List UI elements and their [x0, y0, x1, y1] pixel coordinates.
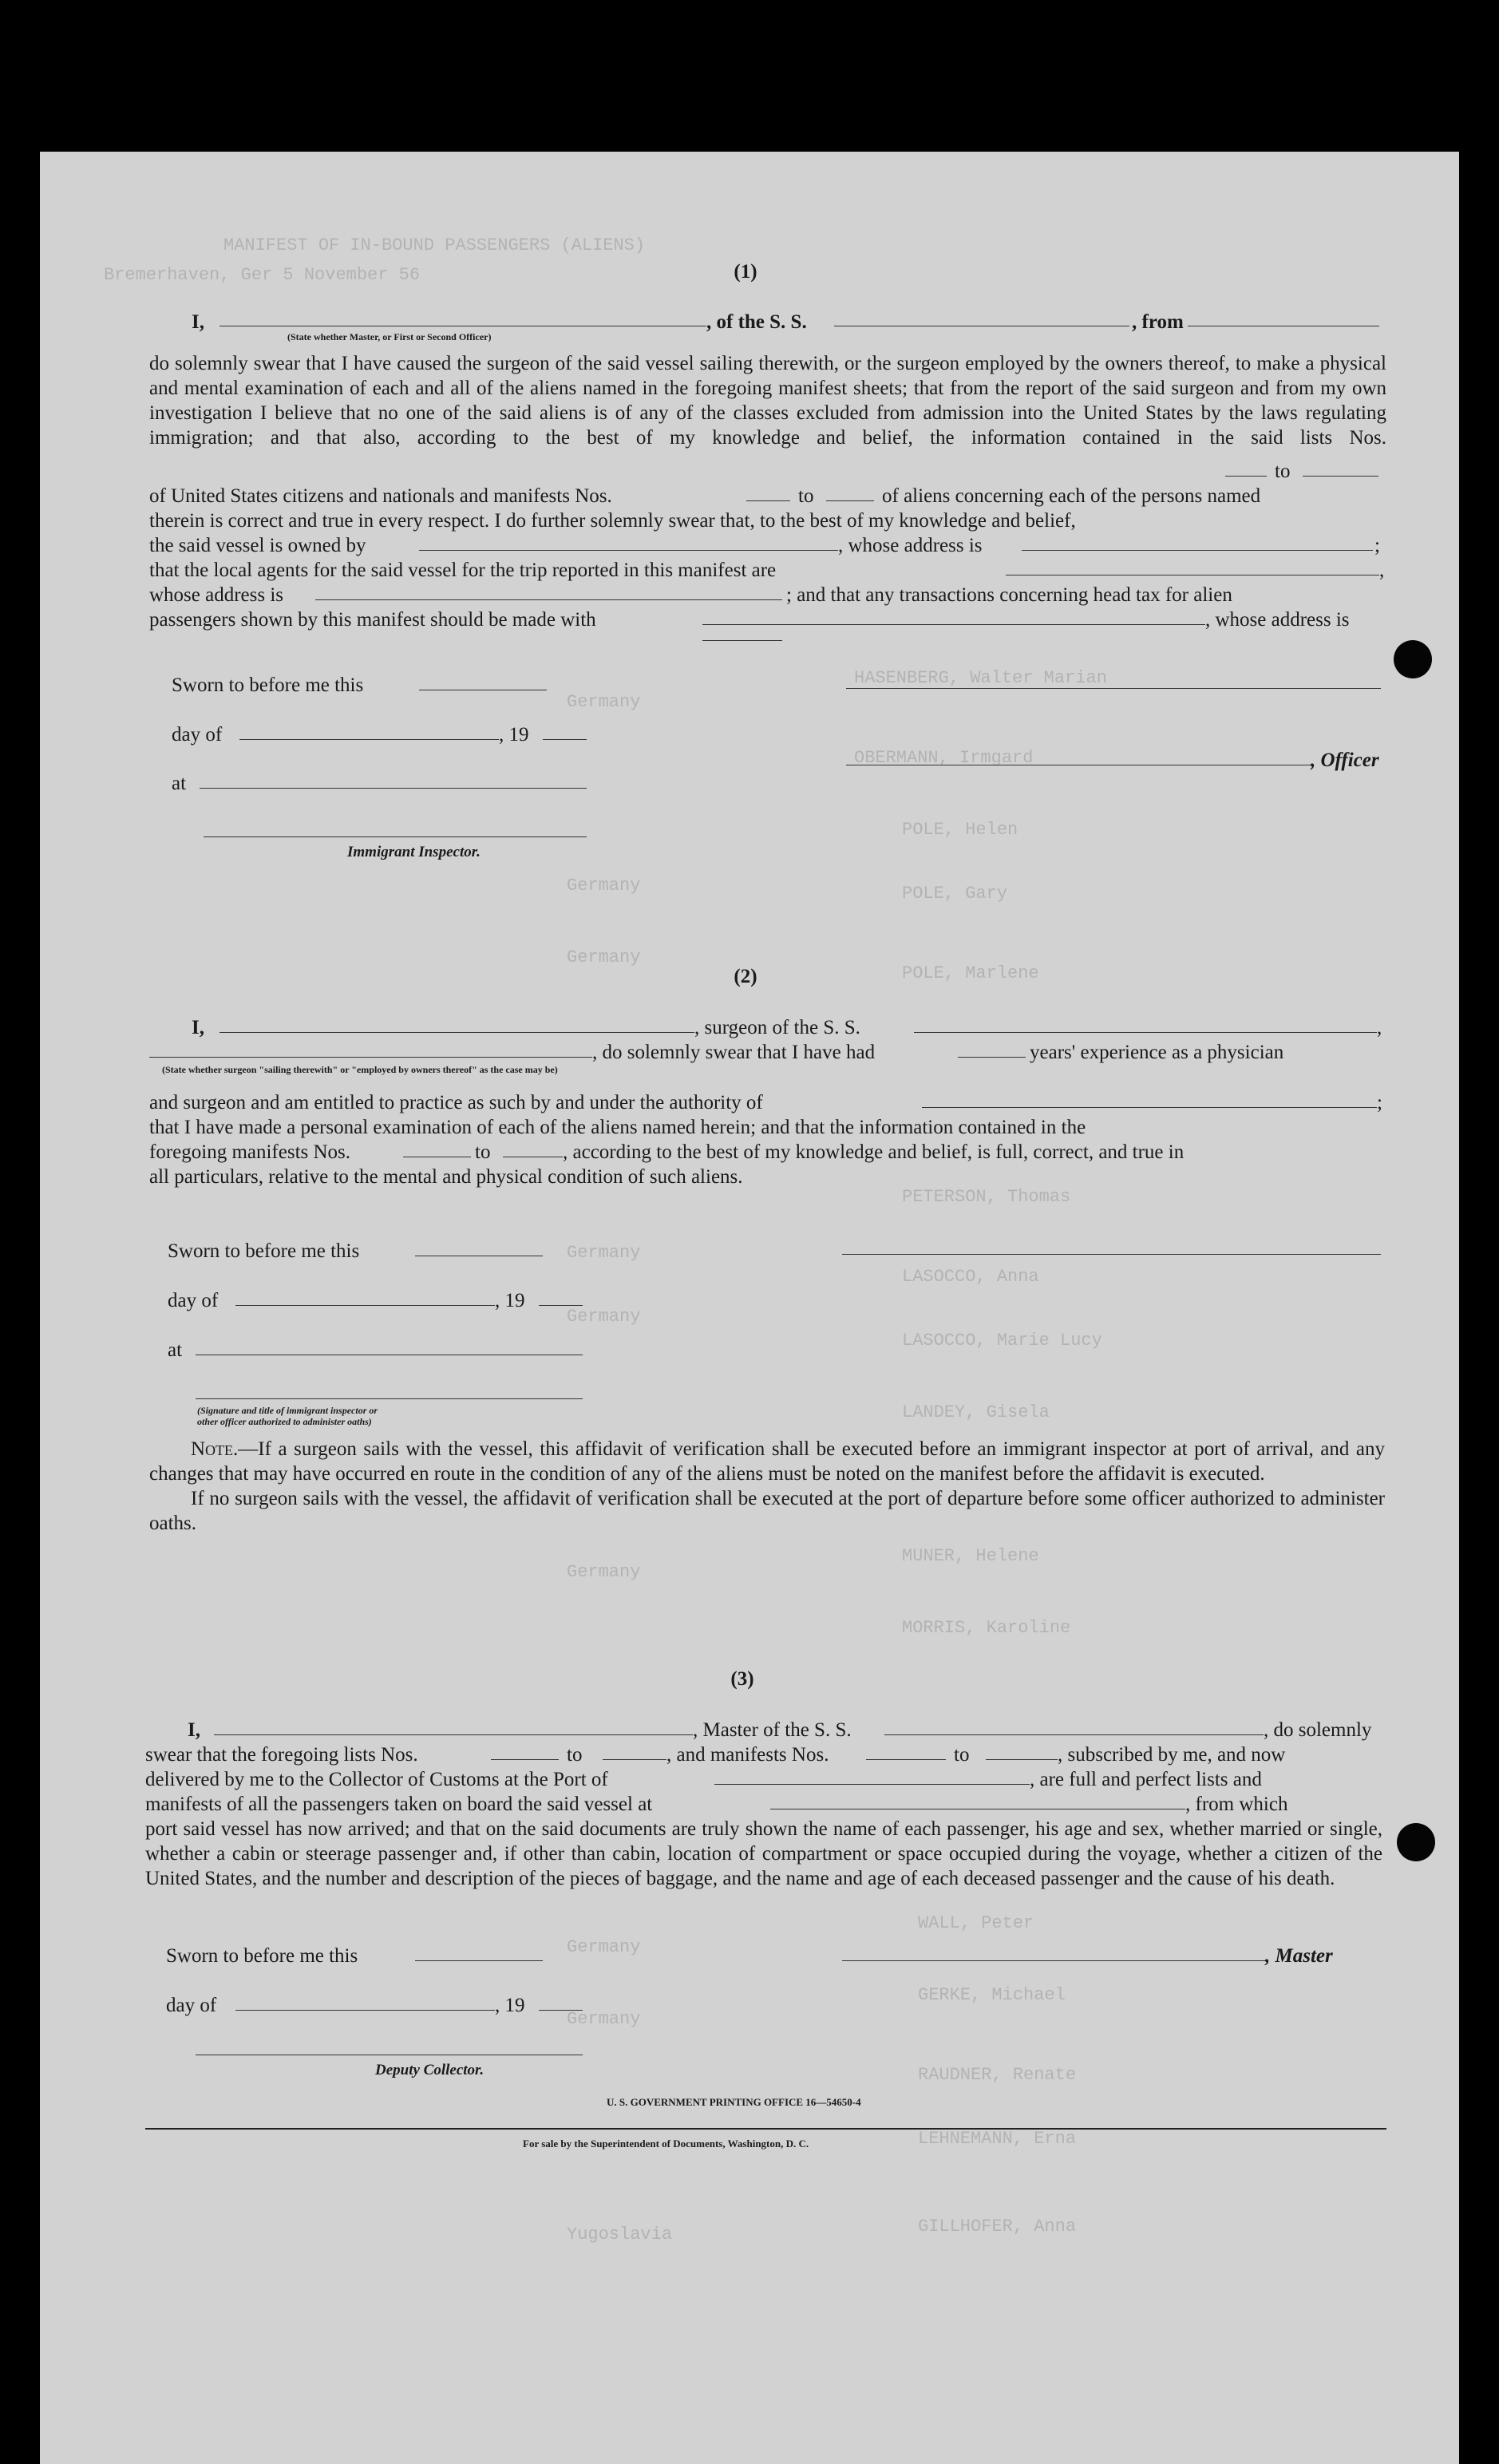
label-to: to — [475, 1141, 491, 1163]
label-delivered: delivered by me to the Collector of Customs at the Port of — [145, 1769, 608, 1790]
bleed-name: LANDEY, Gisela — [902, 1402, 1050, 1422]
bleed-name: POLE, Gary — [902, 884, 1008, 904]
bleed-name: HASENBERG, Walter Marian — [854, 668, 1107, 688]
owner-field[interactable] — [419, 550, 838, 551]
bleed-name: POLE, Helen — [902, 820, 1018, 840]
bleed-name: GERKE, Michael — [918, 1985, 1066, 2005]
label-year: , 19 — [495, 1995, 525, 2016]
label-manifests-all: manifests of all the passengers taken on board the said vessel at — [145, 1794, 653, 1815]
bleed-nationality: Germany — [567, 876, 641, 896]
lists-no-from-field[interactable] — [1225, 476, 1267, 477]
bleed-name: WALL, Peter — [918, 1913, 1034, 1933]
label-year: , 19 — [499, 724, 529, 746]
bleed-nationality: Germany — [567, 1937, 641, 1957]
sale-notice: For sale by the Superintendent of Documents, Washington, D. C. — [523, 2138, 809, 2150]
bleed-name: RAUDNER, Renate — [918, 2065, 1077, 2085]
sig-hint-2: other officer authorized to administer oaths) — [197, 1416, 372, 1427]
surgeon-status-hint: (State whether surgeon "sailing therewith" or "employed by owners thereof" as the case may be) — [162, 1064, 558, 1075]
label-year: , 19 — [495, 1290, 525, 1311]
label-to: to — [954, 1744, 970, 1766]
master-name-field[interactable] — [214, 1734, 693, 1735]
label-to: to — [567, 1744, 583, 1766]
label-entitled: and surgeon and am entitled to practice as such by and under the authority of — [149, 1092, 763, 1113]
year-field[interactable] — [543, 739, 587, 740]
bleed-nationality: Germany — [567, 1243, 641, 1263]
label-day-of: day of — [166, 1995, 217, 2016]
manifests-to-field[interactable] — [986, 1759, 1058, 1760]
note-paragraph: Note.—If a surgeon sails with the vessel, this affidavit of verification shall be executed before an immigrant inspector at port of arrival, and any changes that may have occurred en route in the condition of any of the aliens must be noted on the manifest before the affidavit is executed. If no surgeon sails with the vessel, the affidavit of verification shall be executed at the port of departure before some officer authorized to administer oaths. — [149, 1438, 1385, 1534]
surgeon-ship-field[interactable] — [914, 1032, 1377, 1033]
officer-signature-line-top — [846, 688, 1381, 689]
comma: , — [1377, 1017, 1382, 1038]
label-whose-address-is: whose address is — [149, 584, 284, 606]
officer-title-hint: (State whether Master, or First or Second Officer) — [287, 331, 492, 342]
section-number: (3) — [730, 1668, 754, 1690]
section-number: (2) — [734, 966, 757, 987]
label-correct: therein is correct and true in every respect. I do further solemnly swear that, to the best of my knowledge and belief, — [149, 510, 1076, 532]
master-signature-field[interactable] — [842, 1960, 1265, 1961]
label-of-ss: , of the S. S. — [706, 311, 807, 333]
label-swear-lists: swear that the foregoing lists Nos. — [145, 1744, 418, 1766]
label-at: at — [168, 1339, 183, 1361]
month-field[interactable] — [235, 1305, 495, 1306]
punch-hole — [1397, 1823, 1435, 1861]
bleed-nationality: Germany — [567, 1562, 641, 1582]
label-at: at — [172, 773, 187, 794]
head-tax-contact-field[interactable] — [702, 624, 1205, 625]
label-passengers: passengers shown by this manifest should be made with — [149, 609, 596, 631]
label-day-of: day of — [168, 1290, 219, 1311]
bleed-nationality: Germany — [567, 1307, 641, 1327]
label-subscribed: , subscribed by me, and now — [1058, 1744, 1286, 1766]
surgeon-name-field[interactable] — [220, 1032, 694, 1033]
document-page — [40, 152, 1459, 2464]
month-field[interactable] — [235, 2010, 495, 2011]
years-field[interactable] — [958, 1057, 1026, 1058]
label-examination: that I have made a personal examination of each of the aliens named herein; and that the information contained in the — [149, 1117, 1086, 1138]
master-label: , Master — [1265, 1945, 1333, 1967]
inspector-label: Immigrant Inspector. — [347, 844, 481, 860]
manifests-no-to-field[interactable] — [826, 500, 874, 501]
year-field[interactable] — [539, 1305, 583, 1306]
bleed-name: PETERSON, Thomas — [902, 1187, 1071, 1207]
label-to: to — [798, 485, 814, 507]
label-head-tax: ; and that any transactions concerning head tax for alien — [786, 584, 1232, 606]
agents-address-field[interactable] — [315, 599, 782, 600]
bleed-name: LASOCCO, Anna — [902, 1267, 1039, 1287]
label-surgeon-of: , surgeon of the S. S. — [694, 1017, 860, 1038]
witness-signature-field[interactable] — [196, 1398, 583, 1399]
oath-body-3: port said vessel has now arrived; and that on the said documents are truly shown the name of each passenger, his age and sex, whether married or single, whether a cabin or steerage passenger and, if other than cabin, location of compartment or space occupied during the voyage, whether a citizen of the United States, and the number and description of the pieces of baggage, and the name and age of each deceased passenger and the cause of his death. — [145, 1818, 1382, 1889]
lists-to-field[interactable] — [603, 1759, 666, 1760]
label-particulars: all particulars, relative to the mental and physical condition of such aliens. — [149, 1166, 743, 1188]
label-do-solemnly: , do solemnly — [1264, 1719, 1372, 1741]
label-agents: that the local agents for the said vessel for the trip reported in this manifest are — [149, 560, 777, 581]
semicolon: ; — [1374, 535, 1380, 556]
label-from: , from — [1132, 311, 1184, 333]
bleed-nationality: Germany — [567, 947, 641, 967]
month-field[interactable] — [239, 739, 499, 740]
lists-from-field[interactable] — [491, 1759, 559, 1760]
label-and-manifests: , and manifests Nos. — [666, 1744, 829, 1766]
label-whose-address-end: , whose address is — [1205, 609, 1350, 631]
label-years: years' experience as a physician — [1030, 1042, 1284, 1063]
bleed-name: GILLHOFER, Anna — [918, 2217, 1077, 2237]
bleed-nationality: Germany — [567, 2009, 641, 2029]
deputy-label: Deputy Collector. — [375, 2062, 485, 2078]
label-from-which: , from which — [1185, 1794, 1288, 1815]
surgeon-status-field[interactable] — [149, 1057, 592, 1058]
label-i: I, — [192, 311, 204, 333]
bleed-name: OBERMANN, Irmgard — [854, 748, 1034, 768]
label-foregoing: foregoing manifests Nos. — [149, 1141, 351, 1163]
comma: , — [1379, 560, 1385, 581]
year-field[interactable] — [539, 2010, 583, 2011]
label-day-of: day of — [172, 724, 223, 746]
manifests-no-from-field[interactable] — [746, 500, 790, 501]
label-sworn: Sworn to before me this — [172, 674, 364, 696]
label-to: to — [1275, 461, 1291, 482]
semicolon: ; — [1377, 1092, 1382, 1113]
section-number: (1) — [734, 261, 757, 283]
surgeon-signature-field[interactable] — [842, 1254, 1381, 1255]
bleed-nationality: Yugoslavia — [567, 2225, 673, 2244]
oath-body-1: do solemnly swear that I have caused the surgeon of the said vessel sailing therewith, or the surgeon employed by the owners thereof, to make a physical and mental examination of each and all of the aliens named in the foregoing manifest sheets; that from the report of the said surgeon and from my own investigation I believe that no one of the said aliens is of any of the classes excluded from admission into the United States by the laws regulating immigration; and that also, according to the best of my knowledge and belief, the information contained in the said lists Nos. — [149, 353, 1386, 449]
owner-address-field[interactable] — [1022, 550, 1373, 551]
sworn-day-field[interactable] — [415, 1960, 543, 1961]
label-solemnly: , do solemnly swear that I have had — [592, 1042, 876, 1063]
authority-field[interactable] — [922, 1107, 1377, 1108]
label-owned-by: the said vessel is owned by — [149, 535, 366, 556]
bleed-header-2: Bremerhaven, Ger 5 November 56 — [104, 265, 421, 285]
note-label: Note. — [191, 1438, 239, 1460]
bleed-name: MUNER, Helene — [902, 1546, 1039, 1566]
label-i: I, — [188, 1719, 200, 1741]
footer-rule — [145, 2128, 1386, 2130]
officer-label: , Officer — [1311, 749, 1379, 771]
label-sworn: Sworn to before me this — [166, 1945, 358, 1967]
bleed-name: MORRIS, Karoline — [902, 1618, 1071, 1638]
label-according: , according to the best of my knowledge and belief, is full, correct, and true in — [563, 1141, 1185, 1163]
bleed-name: LASOCCO, Marie Lucy — [902, 1331, 1102, 1351]
continuation-line[interactable] — [702, 640, 782, 641]
label-master-of: , Master of the S. S. — [693, 1719, 852, 1741]
label-of-aliens: of aliens concerning each of the persons named — [882, 485, 1261, 507]
inspector-signature-field[interactable] — [204, 836, 587, 837]
master-ship-field[interactable] — [884, 1734, 1264, 1735]
label-full-perfect: , are full and perfect lists and — [1030, 1769, 1262, 1790]
bleed-header-1: MANIFEST OF IN-BOUND PASSENGERS (ALIENS) — [223, 235, 646, 255]
bleed-nationality: Germany — [567, 692, 641, 712]
punch-hole — [1394, 640, 1432, 678]
port-field[interactable] — [714, 1784, 1030, 1785]
label-whose-address: , whose address is — [838, 535, 983, 556]
manifests-from-field[interactable] — [866, 1759, 946, 1760]
label-sworn: Sworn to before me this — [168, 1240, 360, 1262]
sig-hint-1: (Signature and title of immigrant inspector or — [197, 1405, 378, 1416]
printing-office-imprint: U. S. GOVERNMENT PRINTING OFFICE 16—54650-4 — [607, 2096, 861, 2108]
label-citizens: of United States citizens and nationals and manifests Nos. — [149, 485, 612, 507]
lists-no-to-field[interactable] — [1303, 476, 1378, 477]
label-i: I, — [192, 1017, 204, 1038]
bleed-name: LEHNEMANN, Erna — [918, 2129, 1077, 2149]
at-place-field[interactable] — [200, 788, 587, 789]
bleed-name: POLE, Marlene — [902, 963, 1039, 983]
